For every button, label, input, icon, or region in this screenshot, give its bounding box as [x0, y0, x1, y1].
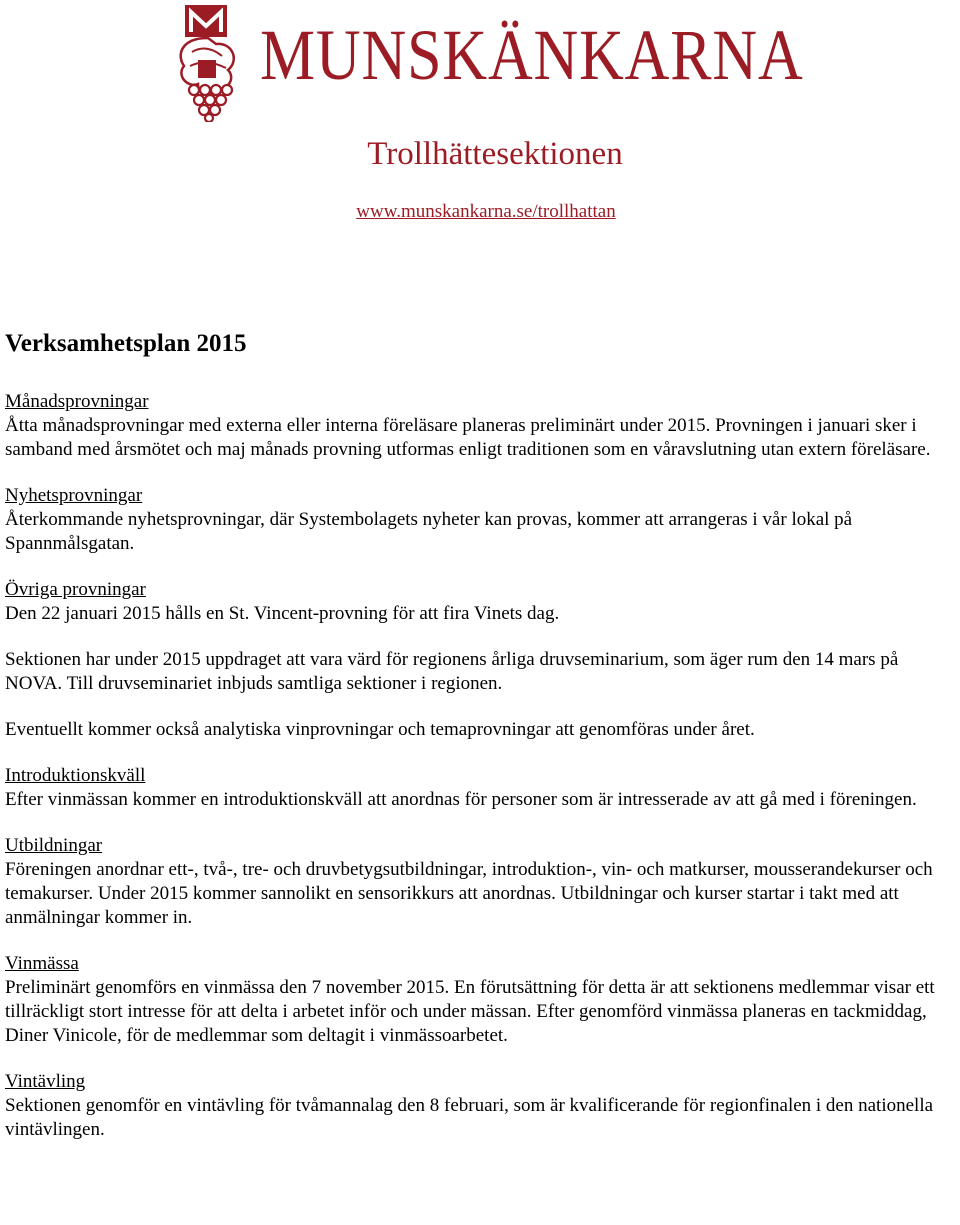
- section-text: Återkommande nyhetsprovningar, där Systembolagets nyheter kan provas, kommer att arrangeras i vår lokal på Spannmålsgatan.: [5, 509, 853, 554]
- section-heading: Nyhetsprovningar: [5, 485, 143, 506]
- section-text: Efter vinmässan kommer en introduktionskväll att anordnas för personer som är intresserade av att gå med i föreningen.: [5, 789, 917, 810]
- grape-m-emblem-icon: [172, 4, 244, 122]
- section-heading: Övriga provningar: [5, 579, 146, 600]
- section-text: Preliminärt genomförs en vinmässa den 7 november 2015. En förutsättning för detta är att sektionens medlemmar visar ett tillräckligt stort intresse för att delta i arbetet inför och under mässan. Efter genomförd vinmässa planeras en tackmiddag, Diner Vinicole, för de medlemmar som deltagit i vinmässoarbetet.: [5, 977, 935, 1046]
- section-manadsprovningar: [5, 390, 955, 462]
- section-introduktionskvall: [5, 764, 955, 812]
- document-title: Verksamhetsplan 2015: [5, 330, 247, 357]
- section-ovriga-provningar: [5, 578, 955, 626]
- section-vintavling: [5, 1070, 955, 1142]
- paragraph-analytiska-provningar: Eventuellt kommer också analytiska vinprovningar och temaprovningar att genomföras under året.: [5, 719, 755, 740]
- section-text: Sektionen genomför en vintävling för tvåmannalag den 8 februari, som är kvalificerande för regionfinalen i den nationella vintävlingen.: [5, 1095, 934, 1140]
- section-text: Föreningen anordnar ett-, två-, tre- och druvbetygsutbildningar, introduktion-, vin- och matkurser, mousserandekurser och temakurser. Under 2015 kommer sannolikt en sensorikkurs att anordnas. Utbildningar och kurser startar i takt med att anmälningar kommer in.: [5, 859, 933, 928]
- section-heading: Utbildningar: [5, 835, 103, 856]
- section-heading: Vinmässa: [5, 953, 79, 974]
- section-heading: Månadsprovningar: [5, 391, 149, 412]
- paragraph-druvseminarium: Sektionen har under 2015 uppdraget att vara värd för regionens årliga druvseminarium, som äger rum den 14 mars på NOVA. Till druvseminariet inbjuds samtliga sektioner i regionen.: [5, 649, 899, 694]
- section-heading: Vintävling: [5, 1071, 86, 1092]
- section-website-link[interactable]: www.munskankarna.se/trollhattan: [356, 201, 616, 222]
- page-header: [0, 0, 960, 125]
- section-utbildningar: [5, 834, 955, 930]
- section-text: Åtta månadsprovningar med externa eller interna föreläsare planeras preliminärt under 2015. Provningen i januari sker i samband med årsmötet och maj månads provning utformas enligt traditionen som en våravslutning utan extern föreläsare.: [5, 415, 931, 460]
- document-body: [5, 328, 955, 1164]
- section-text: Den 22 januari 2015 hålls en St. Vincent-provning för att fira Vinets dag.: [5, 603, 560, 624]
- section-title: Trollhättesektionen: [367, 136, 623, 172]
- brand-wordmark: MUNSKÄNKARNA: [260, 15, 804, 95]
- section-heading: Introduktionskväll: [5, 765, 146, 786]
- plan-sections: [5, 390, 955, 1142]
- section-vinmassa: [5, 952, 955, 1048]
- section-nyhetsprovningar: [5, 484, 955, 556]
